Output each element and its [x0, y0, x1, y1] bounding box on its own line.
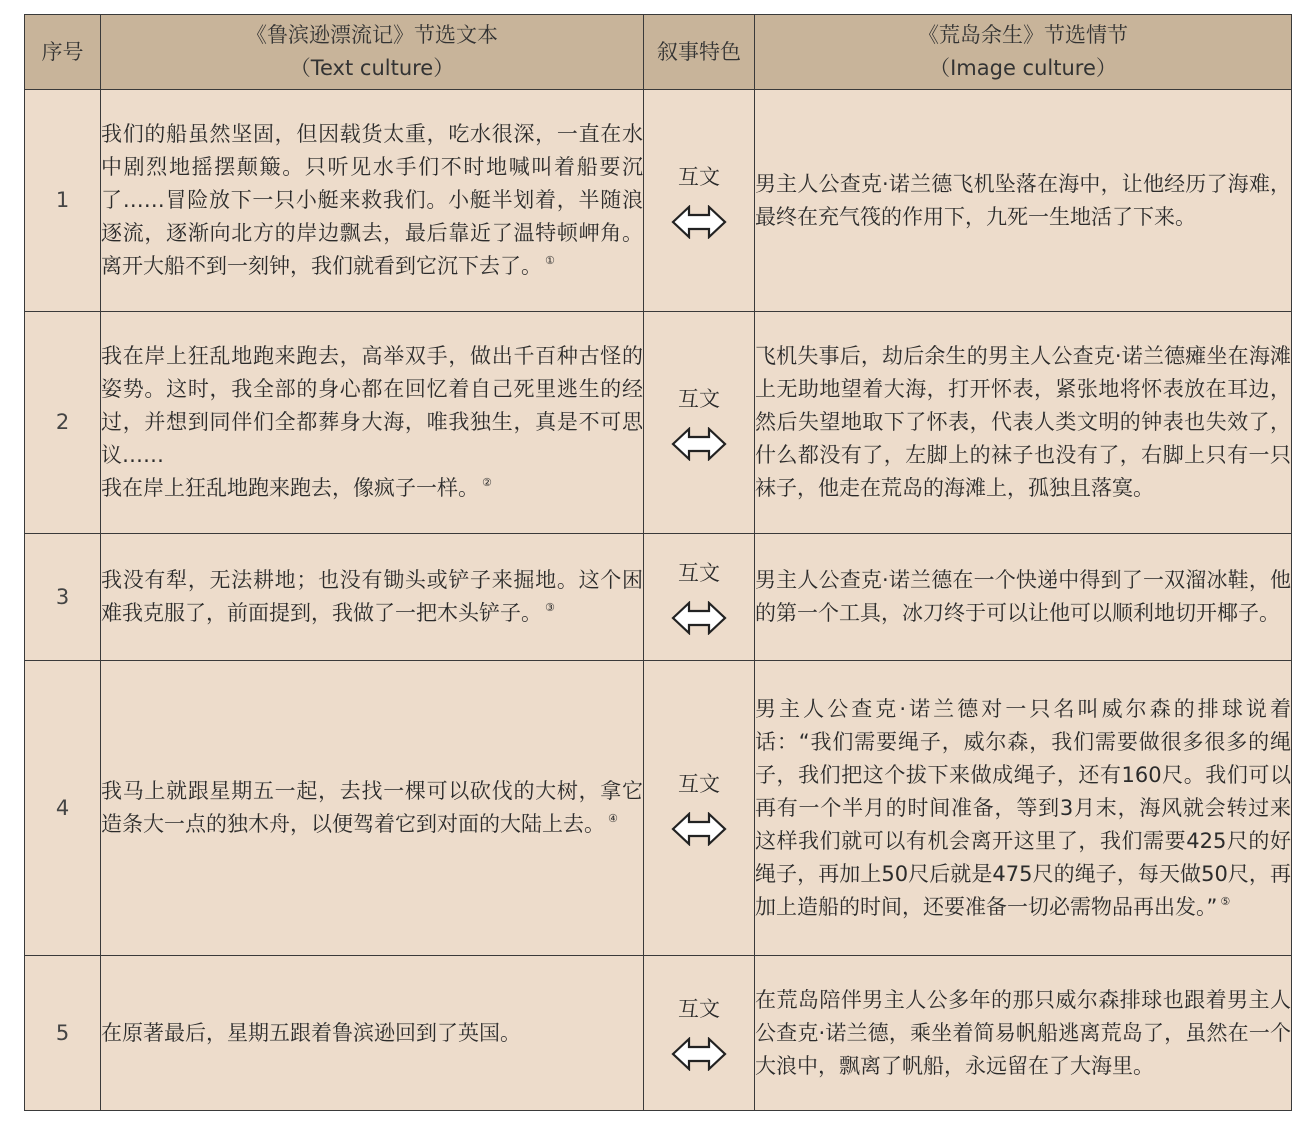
image-culture-cell	[755, 534, 1292, 661]
header-image-title: 《荒岛余生》节选情节	[918, 23, 1128, 47]
image-excerpt: 男主人公查克·诺兰德在一个快递中得到了一双溜冰鞋，他的第一个工具，冰刀终于可以让他可以顺利地切开椰子。	[755, 568, 1291, 625]
feature-label: 互文	[678, 561, 720, 585]
comparison-table	[24, 14, 1292, 1111]
text-excerpt: 在原著最后，星期五跟着鲁滨逊回到了英国。	[101, 1020, 521, 1045]
table-row	[25, 661, 1292, 956]
header-image-sub: （Image culture）	[929, 56, 1117, 80]
image-culture-cell	[755, 312, 1292, 534]
row-number: 2	[25, 312, 101, 534]
text-culture-cell	[101, 661, 644, 956]
image-excerpt: 在荒岛陪伴男主人公多年的那只威尔森排球也跟着男主人公查克·诺兰德，乘坐着简易帆船逃离荒岛了，虽然在一个大浪中，飘离了帆船，永远留在了大海里。	[755, 987, 1291, 1078]
header-image-culture	[755, 15, 1292, 90]
feature-label: 互文	[678, 164, 720, 189]
footnote-marker: ②	[482, 476, 492, 489]
double-arrow-icon	[671, 812, 727, 846]
table-row	[25, 956, 1292, 1111]
image-culture-cell	[755, 90, 1292, 312]
footnote-marker: ⑤	[1220, 894, 1231, 908]
header-text-title: 《鲁滨逊漂流记》节选文本	[246, 23, 498, 47]
row-number: 3	[25, 534, 101, 661]
feature-label: 互文	[678, 997, 720, 1021]
header-row	[25, 15, 1292, 90]
feature-label: 互文	[678, 772, 720, 796]
narrative-feature-cell	[644, 90, 755, 312]
header-text-culture	[101, 15, 644, 90]
narrative-feature-cell	[644, 661, 755, 956]
row-number: 1	[25, 90, 101, 312]
image-culture-cell	[755, 956, 1292, 1111]
text-culture-cell	[101, 312, 644, 534]
row-number: 5	[25, 956, 101, 1111]
image-excerpt: 男主人公查克·诺兰德飞机坠落在海中，让他经历了海难，最终在充气筏的作用下，九死一生地活了下来。	[755, 171, 1291, 229]
text-excerpt: 我没有犁，无法耕地；也没有锄头或铲子来掘地。这个困难我克服了，前面提到，我做了一把木头铲子。	[101, 568, 643, 625]
text-excerpt: 我马上就跟星期五一起，去找一棵可以砍伐的大树，拿它造条大一点的独木舟，以便驾着它到对面的大陆上去。	[101, 779, 643, 836]
narrative-feature-cell	[644, 956, 755, 1111]
image-culture-cell	[755, 661, 1292, 956]
table-row	[25, 534, 1292, 661]
double-arrow-icon	[671, 601, 727, 635]
text-culture-cell	[101, 90, 644, 312]
text-culture-cell	[101, 956, 644, 1111]
header-feature: 叙事特色	[644, 15, 755, 90]
double-arrow-icon	[671, 1037, 727, 1071]
table-row	[25, 312, 1292, 534]
header-text-sub: （Text culture）	[289, 56, 455, 80]
narrative-feature-cell	[644, 534, 755, 661]
footnote-marker: ④	[608, 812, 618, 825]
double-arrow-icon	[671, 205, 727, 239]
text-excerpt-extra: 我在岸上狂乱地跑来跑去，像疯子一样。	[101, 476, 479, 500]
image-excerpt: 飞机失事后，劫后余生的男主人公查克·诺兰德瘫坐在海滩上无助地望着大海，打开怀表，紧张地将怀表放在耳边，然后失望地取下了怀表，代表人类文明的钟表也失效了，什么都没有了，左脚上的袜子也没有了，右脚上只有一只袜子，他走在荒岛的海滩上，孤独且落寞。	[755, 344, 1291, 500]
table-row	[25, 90, 1292, 312]
footnote-marker: ①	[545, 254, 555, 267]
header-index: 序号	[25, 15, 101, 90]
text-excerpt: 我们的船虽然坚固，但因载货太重，吃水很深，一直在水中剧烈地摇摆颠簸。只听见水手们不时地喊叫着船要沉了……冒险放下一只小艇来救我们。小艇半划着，半随浪逐流，逐渐向北方的岸边飘去，最后靠近了温特顿岬角。离开大船不到一刻钟，我们就看到它沉下去了。	[101, 122, 643, 278]
row-number: 4	[25, 661, 101, 956]
feature-label: 互文	[678, 386, 720, 411]
text-culture-cell	[101, 534, 644, 661]
footnote-marker: ③	[545, 601, 555, 614]
narrative-feature-cell	[644, 312, 755, 534]
double-arrow-icon	[671, 427, 727, 461]
text-excerpt: 我在岸上狂乱地跑来跑去，高举双手，做出千百种古怪的姿势。这时，我全部的身心都在回忆着自己死里逃生的经过，并想到同伴们全都葬身大海，唯我独生，真是不可思议……	[101, 344, 643, 467]
image-excerpt: 男主人公查克·诺兰德对一只名叫威尔森的排球说着话：“我们需要绳子，威尔森，我们需要做很多很多的绳子，我们把这个拔下来做成绳子，还有160尺。我们可以再有一个半月的时间准备，等到3月末，海风就会转过来这样我们就可以有机会离开这里了，我们需要425尺的好绳子，再加上50尺后就是475尺的绳子，每天做50尺，再加上造船的时间，还要准备一切必需物品再出发。”	[755, 696, 1291, 919]
